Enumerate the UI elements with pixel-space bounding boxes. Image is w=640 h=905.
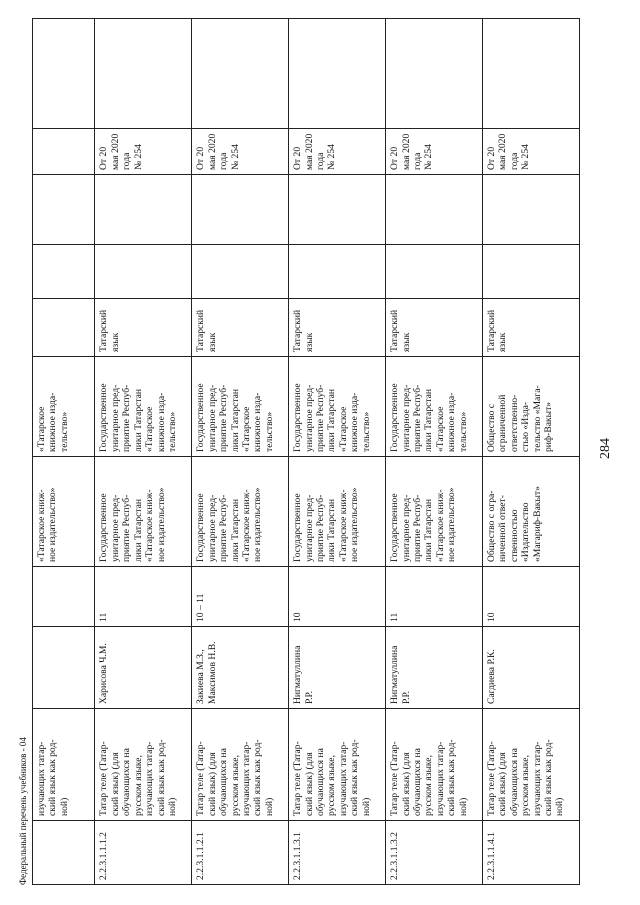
cell-extra-2 [192,175,289,245]
cell-publisher: Общество с огра- ниченной ответ- ственностью «Издательство «Магариф-Вакыт» [483,457,580,567]
cell-language: Татарский язык [289,299,386,357]
cell-publisher: Государственное унитарное пред- приятие Респуб- лики Татарстан «Татарское книж- ное издательство» [386,457,483,567]
cell-extra-2 [95,175,192,245]
cell-order: От 20 мая 2020 года № 254 [289,129,386,175]
cell-order: От 20 мая 2020 года № 254 [386,129,483,175]
cell-author: Закиева М.З., Максимов Н.В. [192,627,289,709]
cell-extra-2 [289,175,386,245]
cell-language: Татарский язык [192,299,289,357]
cell-order: От 20 мая 2020 года № 254 [192,129,289,175]
cell-extra-3 [289,19,386,129]
cell-extra-3 [33,19,95,129]
cell-extra-3 [192,19,289,129]
cell-code: 2.2.3.1.1.3.1 [289,821,386,885]
cell-extra-2 [483,175,580,245]
cell-name: Татар теле (Татар- ский язык) (для обучающихся на русском языке, изучающих татар- ский язык как род- ной) [95,709,192,821]
cell-order: От 20 мая 2020 года № 254 [483,129,580,175]
cell-code: 2.2.3.1.1.3.2 [386,821,483,885]
page-number: 284 [598,438,613,459]
cell-publisher-full: Государственное унитарное пред- приятие Респуб- лики Татарстан «Татарское книжное изда- тельство» [95,357,192,457]
cell-extra-2 [386,175,483,245]
cell-grade: 10 [289,567,386,627]
cell-extra-1 [289,245,386,299]
cell-author: Нигматуллина Р.Р. [289,627,386,709]
cell-publisher-full: Государственное унитарное пред- приятие Респуб- лики Татарстан «Татарское книжное изда- тельство» [289,357,386,457]
cell-code: 2.2.3.1.1.1.2 [95,821,192,885]
cell-extra-1 [33,245,95,299]
cell-publisher-full: Общество с ограниченной ответственно- стью «Изда- тельство «Мага- риф-Вакыт» [483,357,580,457]
table-row [386,19,483,885]
cell-grade: 10 [483,567,580,627]
cell-author: Нигматуллина Р.Р. [386,627,483,709]
cell-code [33,821,95,885]
cell-language [33,299,95,357]
cell-extra-2 [33,175,95,245]
cell-grade: 11 [386,567,483,627]
table-row [483,19,580,885]
cell-order [33,129,95,175]
cell-grade: 10 – 11 [192,567,289,627]
cell-extra-1 [483,245,580,299]
cell-extra-3 [95,19,192,129]
cell-publisher: Государственное унитарное пред- приятие Респуб- лики Татарстан «Татарское книж- ное издательство» [95,457,192,567]
cell-grade: 11 [95,567,192,627]
cell-name: изучающих татар- ский язык как род- ной) [33,709,95,821]
cell-publisher-full: Государственное унитарное пред- приятие Респуб- лики Татарстан «Татарское книжное изда- тельство» [386,357,483,457]
cell-author: Сагдиева Р.К. [483,627,580,709]
table-row [33,19,95,885]
table-row [192,19,289,885]
cell-code: 2.2.3.1.1.2.1 [192,821,289,885]
cell-publisher-full: «Татарское книжное изда- тельство» [33,357,95,457]
cell-code: 2.2.3.1.1.4.1 [483,821,580,885]
footer-text: Федеральный перечень учебников - 04 [18,737,28,885]
cell-name: Татар теле (Татар- ский язык) (для обучающихся на русском языке, изучающих татар- ский язык как род- ной) [289,709,386,821]
cell-publisher-full: Государственное унитарное пред- приятие Респуб- лики Татарстан «Татарское книжное изда- тельство» [192,357,289,457]
cell-language: Татарский язык [95,299,192,357]
cell-publisher: «Татарское книж- ное издательство» [33,457,95,567]
cell-grade [33,567,95,627]
cell-author: Харисова Ч.М. [95,627,192,709]
cell-extra-1 [192,245,289,299]
cell-name: Татар теле (Татар- ский язык) (для обучающихся на русском языке, изучающих татар- ский язык как род- ной) [483,709,580,821]
cell-author [33,627,95,709]
cell-name: Татар теле (Татар- ский язык) (для обучающихся на русском языке, изучающих татар- ский язык как род- ной) [192,709,289,821]
cell-publisher: Государственное унитарное пред- приятие Респуб- лики Татарстан «Татарское книж- ное издательство» [192,457,289,567]
table-row [289,19,386,885]
cell-order: От 20 мая 2020 года № 254 [95,129,192,175]
cell-extra-3 [483,19,580,129]
cell-extra-3 [386,19,483,129]
cell-name: Татар теле (Татар- ский язык) (для обучающихся на русском языке, изучающих татар- ский язык как род- ной) [386,709,483,821]
textbook-list-table [32,18,580,885]
cell-language: Татарский язык [483,299,580,357]
cell-publisher: Государственное унитарное пред- приятие Респуб- лики Татарстан «Татарское книж- ное издательство» [289,457,386,567]
cell-extra-1 [95,245,192,299]
table-row [95,19,192,885]
cell-language: Татарский язык [386,299,483,357]
cell-extra-1 [386,245,483,299]
